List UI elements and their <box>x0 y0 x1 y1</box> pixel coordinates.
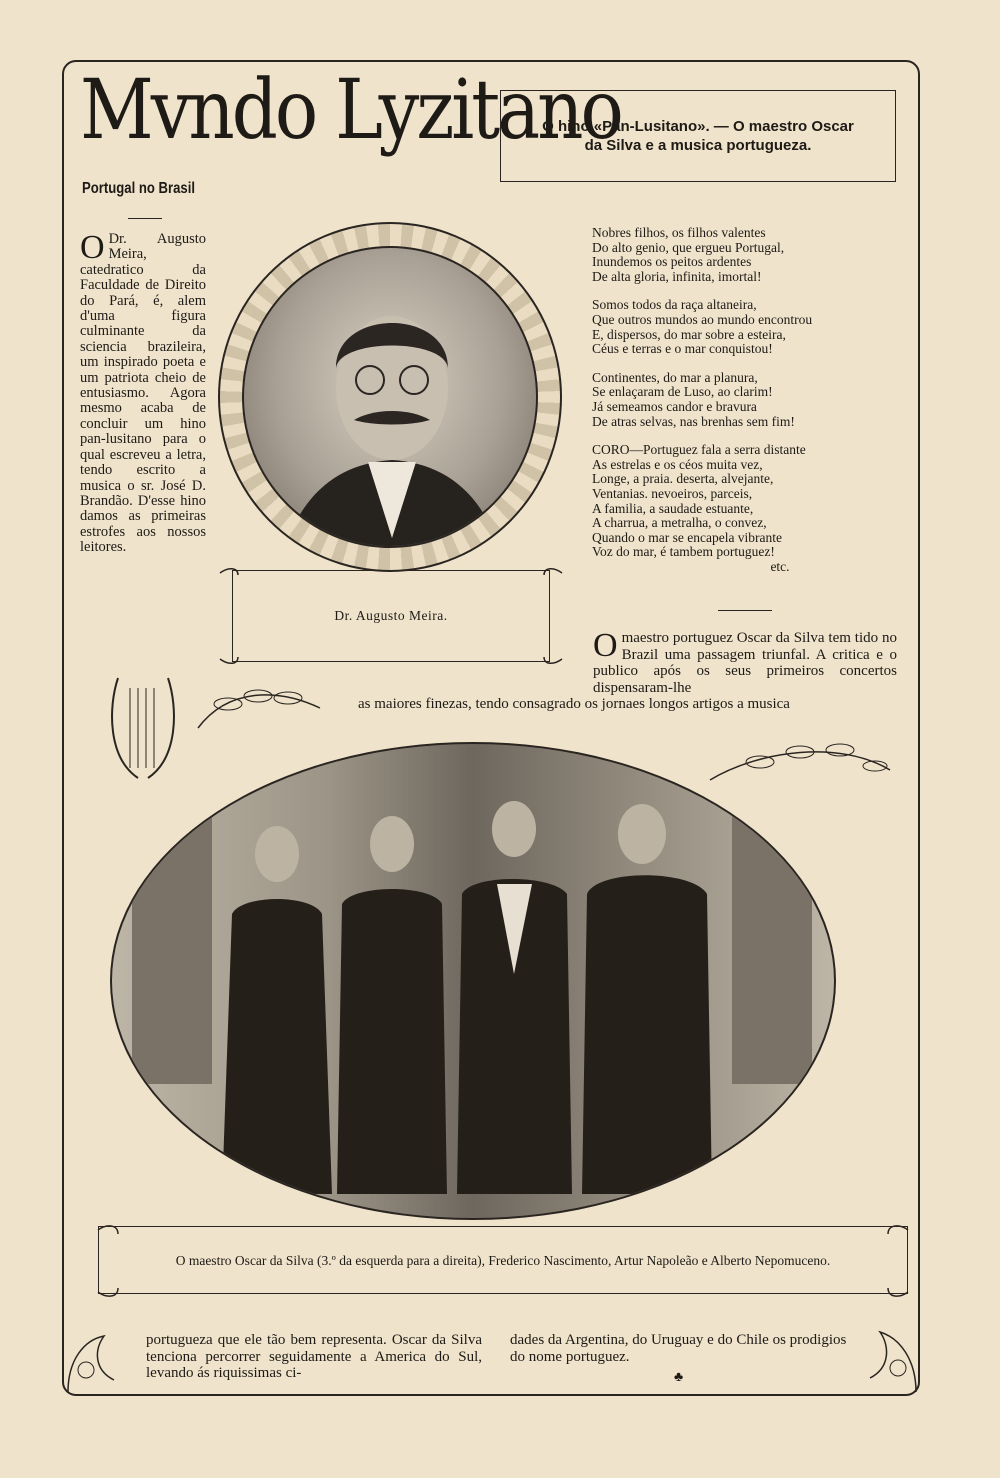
article-dropcap: O <box>593 627 618 664</box>
article-text: maestro portuguez Oscar da Silva tem tido no Brazil uma passagem triunfal. A critica e o publico após os seus primeiros concertos dispensaram-lhe <box>593 630 897 696</box>
group-caption: O maestro Oscar da Silva (3.º da esquerda para a direita), Frederico Nascimento, Artur Napoleão e Alberto Nepomuceno. <box>175 1252 831 1268</box>
intro-text: Dr. Augusto Meira, catedratico da Faculdade de Direito do Pará, é, alem d'uma figura culminante da sciencia brazileira, um inspirado poeta e um patriota cheio de entusiasmo. Agora mesmo acaba de concluir um hino pan-lusitano para o qual escreveu a letra, tendo escrito a musica o sr. José D. Brandão. D'esse hino damos as primeiras estrofes aos nossos leitores. <box>80 231 206 556</box>
section-rule <box>128 218 162 219</box>
poem-stanza-4: CORO—Portuguez fala a serra distante As estrelas e os céos muita vez, Longe, a praia. deserta, alvejante, Ventanias. nevoeiros, parceis, A familia, a saudade estuante, A charrua, a metralha, o convez, Quando o mar se encapela vibrante Voz do mar, é tambem portuguez! <box>592 442 806 560</box>
poem-stanza-1: Nobres filhos, os filhos valentes Do alto genio, que ergueu Portugal, Inundemos os peitos ardentes De alta gloria, infinita, imortal! <box>592 225 785 284</box>
article-paragraph <box>593 627 897 696</box>
intro-paragraph <box>80 229 206 556</box>
bottom-column-left: portugueza que ele tão bem representa. Oscar da Silva tenciona percorrer seguidamente a America do Sul, levando ás riquissimas ci- <box>146 1332 482 1381</box>
poem-stanza-2: Somos todos da raça altaneira, Que outros mundos ao mundo encontrou E, dispersos, do mar sobre a esteira, Céus e terras e o mar conquistou! <box>592 297 813 357</box>
poem-rule <box>718 610 772 611</box>
article-wide-line: as maiores finezas, tendo consagrado os jornaes longos artigos a musica <box>358 696 790 712</box>
end-mark: ♣ <box>674 1370 684 1385</box>
portrait-medallion <box>218 222 562 572</box>
portrait-photo <box>242 246 538 548</box>
intro-dropcap: O <box>80 229 105 266</box>
subtitle-box <box>500 90 896 182</box>
lyre-laurel-ornament <box>88 668 328 788</box>
bottom-column-right: dades da Argentina, do Uruguay e do Chile os prodigios do nome portuguez. <box>510 1332 847 1365</box>
section-heading: Portugal no Brasil <box>82 180 195 197</box>
subtitle-text: O hino «Pan-Lusitano». — O maestro Oscar da Silva e a musica portugueza. <box>542 118 854 154</box>
corner-ornament-left <box>64 1330 124 1396</box>
portrait-caption-box <box>232 570 550 662</box>
portrait-caption: Dr. Augusto Meira. <box>334 608 448 623</box>
corner-ornament-right <box>858 1326 920 1396</box>
group-photo <box>110 742 836 1220</box>
poem-stanza-3: Continentes, do mar a planura, Se enlaçaram de Luso, ao clarim! Já semeamos candor e bravura De atras selvas, nas brenhas sem fim! <box>592 369 795 429</box>
portrait-figure <box>244 248 538 548</box>
poem-etc: etc. <box>770 558 790 574</box>
group-caption-box <box>98 1226 908 1294</box>
group-photo-figures <box>112 744 836 1220</box>
poem <box>592 226 908 588</box>
masthead-title: Mvndo Lyzitano <box>80 61 621 158</box>
